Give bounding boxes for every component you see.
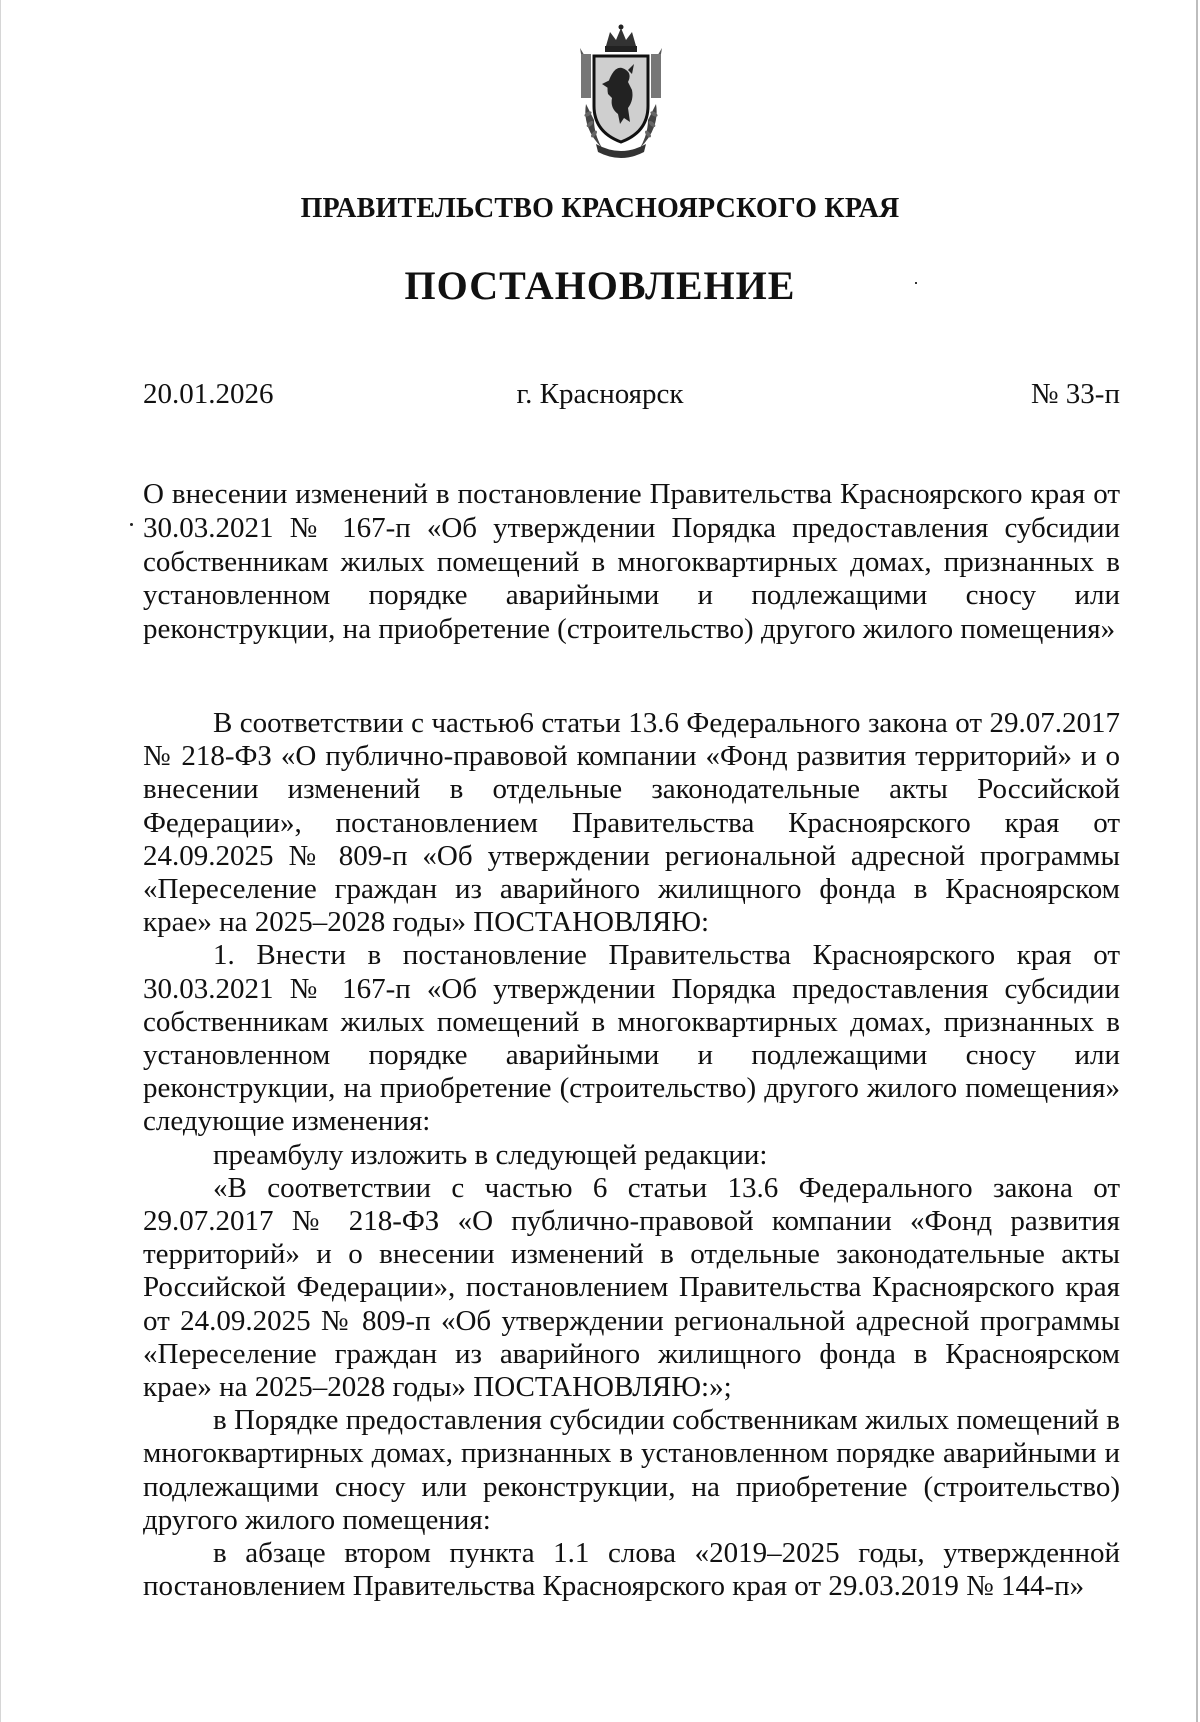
paragraph: В соответствии с частью6 статьи 13.6 Федерального закона от 29.07.2017 № 218-ФЗ «О публично-правовой компании «Фонд развития территорий» и о внесении изменений в отдельные законодательные акты Российской Федерации», постановлением Правительства Красноярского края от 24.09.2025 № 809-п «Об утверждении региональной адресной программы «Переселение граждан из аварийного жилищного фонда в Красноярском крае» на 2025–2028 годы» ПОСТАНОВЛЯЮ:: [143, 707, 1120, 939]
document-type-heading: ПОСТАНОВЛЕНИЕ: [404, 263, 796, 308]
paragraph: преамбулу изложить в следующей редакции:: [213, 1138, 768, 1171]
document-city: г. Красноярск: [516, 378, 684, 410]
scan-mark: [130, 523, 133, 526]
scan-edge-right: [1196, 0, 1198, 1722]
scan-speck: [915, 282, 917, 284]
paragraph: 1. Внести в постановление Правительства Красноярского края от 30.03.2021 № 167-п «Об утверждении Порядка предоставления субсидии собственникам жилых помещений в многоквартирных домах, признанных в установленном порядке аварийными и подлежащими сносу или реконструкции, на приобретение (строительство) другого жилого помещения» следующие изменения:: [143, 939, 1120, 1138]
document-number: № 33-п: [1030, 378, 1120, 410]
paragraph: в Порядке предоставления субсидии собственникам жилых помещений в многоквартирных домах, признанных в установленном порядке аварийными и подлежащими сносу или реконструкции, на приобретение (строительство) другого жилого помещения:: [143, 1404, 1120, 1536]
scan-edge-left: [0, 0, 1, 1722]
organization-name: ПРАВИТЕЛЬСТВО КРАСНОЯРСКОГО КРАЯ: [300, 193, 900, 224]
document-body: [143, 707, 1120, 1603]
document-date: 20.01.2026: [143, 378, 274, 410]
paragraph: в абзаце втором пункта 1.1 слова «2019–2025 годы, утвержденной постановлением Правительства Красноярского края от 29.03.2019 № 144-п»: [143, 1537, 1120, 1603]
document-title: О внесении изменений в постановление Правительства Красноярского края от 30.03.2021 № 167-п «Об утверждении Порядка предоставления субсидии собственникам жилых помещений в многоквартирных домах, признанных в установленном порядке аварийными и подлежащими сносу или реконструкции, на приобретение (строительство) другого жилого помещения»: [143, 478, 1120, 646]
coat-of-arms-icon: [572, 24, 670, 164]
paragraph: «В соответствии с частью 6 статьи 13.6 Федерального закона от 29.07.2017 № 218-ФЗ «О публично-правовой компании «Фонд развития территорий» и о внесении изменений в отдельные законодательные акты Российской Федерации», постановлением Правительства Красноярского края от 24.09.2025 № 809-п «Об утверждении региональной адресной программы «Переселение граждан из аварийного жилищного фонда в Красноярском крае» на 2025–2028 годы» ПОСТАНОВЛЯЮ:»;: [143, 1171, 1120, 1404]
